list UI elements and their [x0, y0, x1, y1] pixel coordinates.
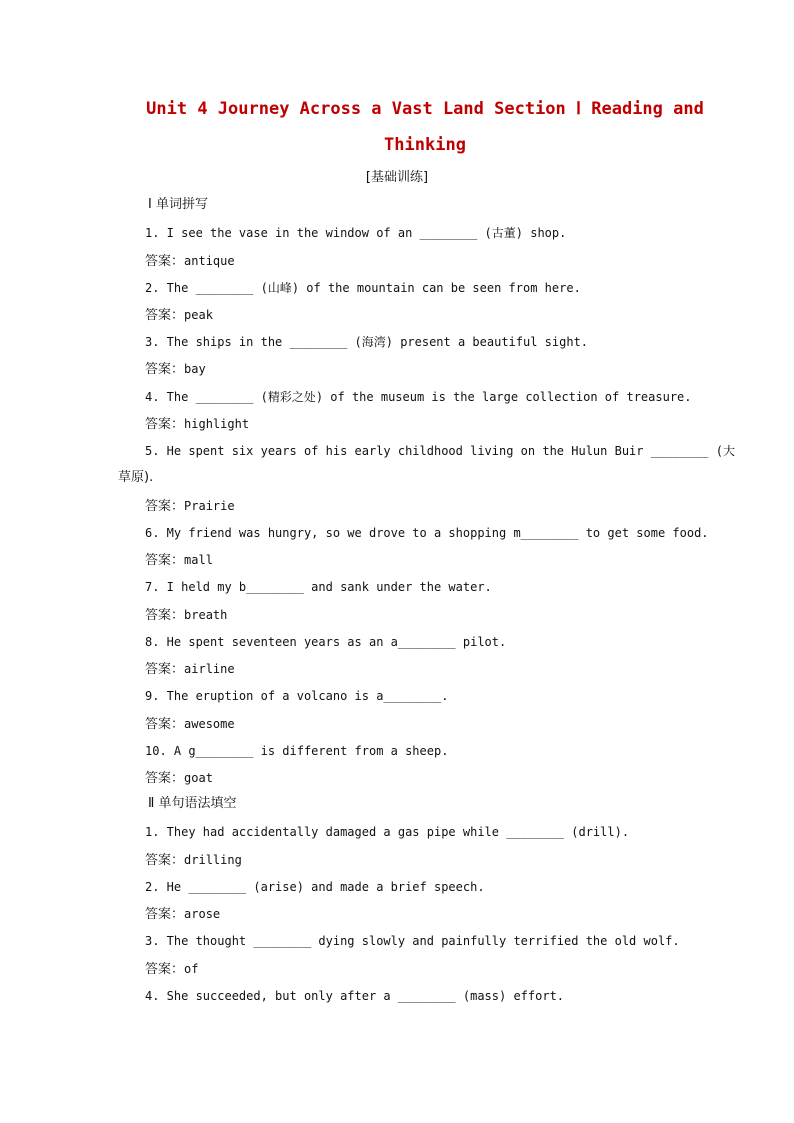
section-heading-2: Ⅱ 单句语法填空: [148, 796, 237, 811]
question-5-line-2: 草原).: [118, 470, 154, 485]
question-6: 6. My friend was hungry, so we drove to a shopping m________ to get some food.: [145, 526, 709, 540]
question-7: 7. I held my b________ and sank under the water.: [145, 580, 492, 594]
answer-value: airline: [184, 662, 235, 676]
answer-label: 答案：: [145, 717, 185, 732]
answer-label: 答案：: [145, 662, 185, 677]
question-2: 2. The ________ (山峰) of the mountain can be seen from here.: [145, 281, 581, 295]
question-10: 10. A g________ is different from a sheep.: [145, 744, 449, 758]
answer-2: [145, 307, 213, 324]
answer-1: [145, 253, 235, 270]
subtitle: [基础训练]: [365, 170, 429, 185]
grammar-answer-2: [145, 906, 220, 923]
answer-3: [145, 361, 206, 378]
grammar-question-3: 3. The thought ________ dying slowly and painfully terrified the old wolf.: [145, 934, 680, 948]
grammar-answer-3: [145, 961, 198, 978]
answer-value: awesome: [184, 717, 235, 731]
question-9: 9. The eruption of a volcano is a________.: [145, 689, 449, 703]
answer-10: [145, 770, 213, 787]
answer-value: mall: [184, 553, 213, 567]
answer-label: 答案：: [145, 362, 185, 377]
answer-value: breath: [184, 608, 228, 622]
answer-value: antique: [184, 254, 235, 268]
answer-6: [145, 552, 213, 569]
answer-label: 答案：: [145, 771, 185, 786]
answer-label: 答案：: [145, 308, 185, 323]
answer-value: goat: [184, 771, 213, 785]
question-5-line-1: 5. He spent six years of his early childhood living on the Hulun Buir ________ (大: [145, 444, 735, 458]
answer-5: [145, 498, 235, 515]
grammar-question-1: 1. They had accidentally damaged a gas pipe while ________ (drill).: [145, 825, 630, 839]
grammar-question-2: 2. He ________ (arise) and made a brief speech.: [145, 880, 485, 894]
answer-4: [145, 416, 249, 433]
answer-value: drilling: [184, 853, 242, 867]
answer-label: 答案：: [145, 608, 185, 623]
answer-7: [145, 607, 227, 624]
answer-value: of: [184, 962, 199, 976]
answer-label: 答案：: [145, 254, 185, 269]
answer-value: bay: [184, 362, 206, 376]
section-heading-1: Ⅰ 单词拼写: [148, 197, 208, 212]
answer-value: Prairie: [184, 499, 235, 513]
answer-label: 答案：: [145, 553, 185, 568]
answer-value: peak: [184, 308, 213, 322]
answer-label: 答案：: [145, 417, 185, 432]
answer-label: 答案：: [145, 907, 185, 922]
question-8: 8. He spent seventeen years as an a________ pilot.: [145, 635, 507, 649]
question-1: 1. I see the vase in the window of an ________ (古董) shop.: [145, 226, 567, 240]
answer-label: 答案：: [145, 853, 185, 868]
answer-label: 答案：: [145, 499, 185, 514]
question-4: 4. The ________ (精彩之处) of the museum is the large collection of treasure.: [145, 390, 692, 404]
grammar-question-4: 4. She succeeded, but only after a ________ (mass) effort.: [145, 989, 565, 1003]
answer-8: [145, 661, 235, 678]
grammar-answer-1: [145, 852, 242, 869]
title-line-2: Thinking: [384, 135, 466, 155]
question-3: 3. The ships in the ________ (海湾) present a beautiful sight.: [145, 335, 589, 349]
answer-value: arose: [184, 907, 221, 921]
answer-9: [145, 716, 235, 733]
answer-label: 答案：: [145, 962, 185, 977]
title-line-1: Unit 4 Journey Across a Vast Land Section Ⅰ Reading and: [146, 99, 704, 119]
answer-value: highlight: [184, 417, 250, 431]
